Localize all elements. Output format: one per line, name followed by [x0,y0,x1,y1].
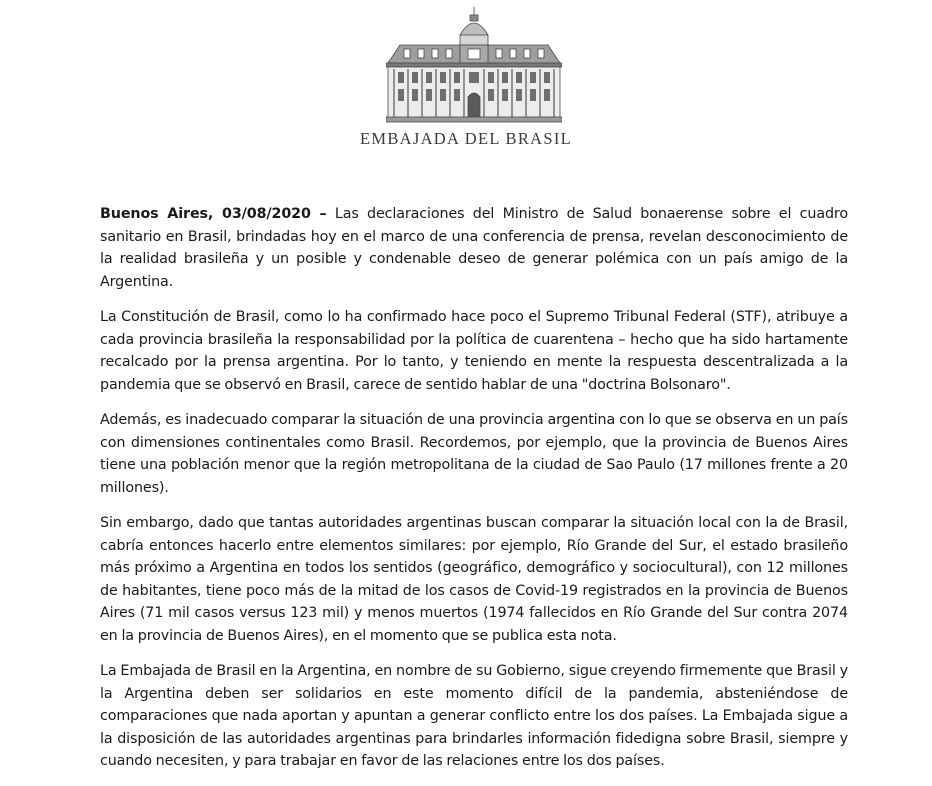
paragraph: Sin embargo, dado que tantas autoridades argentinas buscan comparar la situación local con la de Brasil, cabría entonces hacerlo entre elementos similares: por ejemplo, Río Grande del Sur, el estado brasileño más próximo a Argentina en todos los sentidos (geográfico, demográfico y sociocultural), con 12 millones de habitantes, tiene poco más de la mitad de los casos de Covid-19 registrados en la provincia de Buenos Aires (71 mil casos versus 123 mil) y menos muertos (1974 fallecidos en Río Grande del Sur contra 2074 en la provincia de Buenos Aires), en el momento que se publica esta nota. [100,515,848,644]
paragraph-text: Las declaraciones del Ministro de Salud bonaerense sobre el cuadro sanitario en Brasil, brindadas hoy en el marco de una conferencia de prensa, revelan desconocimiento de la realidad brasileña y un posible y condenable deseo de generar polémica con un país amigo de la Argentina. [100,206,848,290]
embassy-name: EMBAJADA DEL BRASIL [359,129,573,148]
paragraph: Además, es inadecuado comparar la situación de una provincia argentina con lo que se observa en un país con dimensiones continentales como Brasil. Recordemos, por ejemplo, que la provincia de Buenos Aires tiene una población menor que la región metropolitana de la ciudad de Sao Paulo (17 millones frente a 20 millones). [100,412,848,496]
letterhead [0,0,932,160]
dateline: Buenos Aires, 03/08/2020 – [100,206,327,222]
paragraph [100,203,848,293]
paragraph: La Embajada de Brasil en la Argentina, en nombre de su Gobierno, sigue creyendo firmemente que Brasil y la Argentina deben ser solidarios en este momento difícil de la pandemia, absteniéndose de comparaciones que nada aportan y apuntan a generar conflicto entre los dos países. La Embajada sigue a la disposición de las autoridades argentinas para brindarles información fidedigna sobre Brasil, siempre y cuando necesiten, y para trabajar en favor de las relaciones entre los dos países. [100,663,848,769]
embassy-building-emblem [386,5,562,123]
statement-body [100,203,848,786]
paragraph: La Constitución de Brasil, como lo ha confirmado hace poco el Supremo Tribunal Federal (STF), atribuye a cada provincia brasileña la responsabilidad por la política de cuarentena – hecho que ha sido hartamente recalcado por la prensa argentina. Por lo tanto, y teniendo en mente la respuesta descentralizada a la pandemia que se observó en Brasil, carece de sentido hablar de una "doctrina Bolsonaro". [100,309,848,393]
